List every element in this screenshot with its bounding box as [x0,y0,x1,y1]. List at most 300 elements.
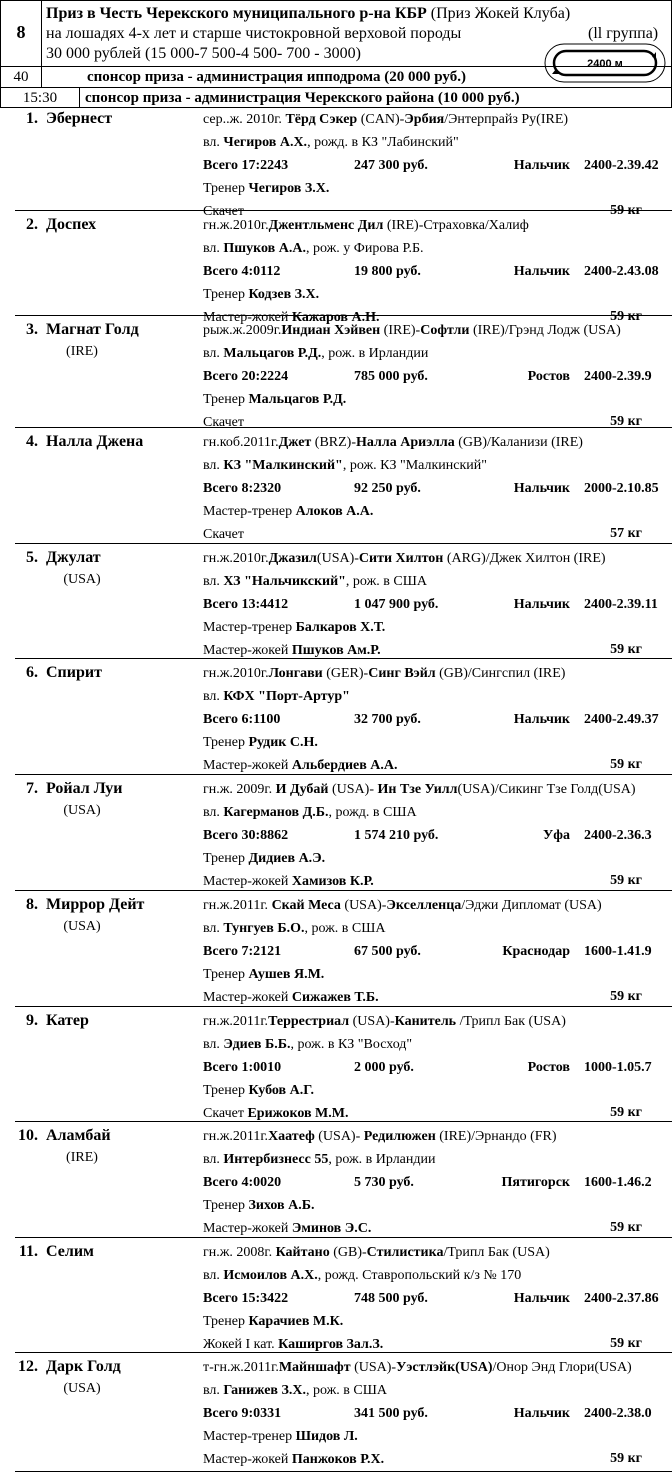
owner-line [203,457,487,474]
best-result: 2400-2.49.37 [584,712,659,727]
earnings: 748 500 руб. [354,1291,428,1306]
staff-role: Скачет [203,1106,248,1121]
staff-role: Мастер-жокей [203,990,292,1005]
owner-name: Интербизнесс 55 [223,1152,329,1167]
race-title-rest: (Приз Жокей Клуба) [426,5,571,22]
staff-role: Тренер [203,1198,249,1213]
horse-name: Дарк Голд [46,1358,121,1375]
race-distance-code-box [0,66,42,88]
staff-role: Тренер [203,735,249,750]
pedigree-parent: И Дубай [275,782,329,797]
pedigree-text: (GER)- [322,666,369,681]
pedigree-text: (USA)- [350,1360,397,1375]
owner-line [203,573,427,590]
best-city: Нальчик [513,1291,570,1306]
horse-origin: (IRE) [66,1150,98,1165]
pedigree-line [203,111,568,128]
owner-line [203,240,424,257]
entry-number: 9. [26,1012,38,1029]
pedigree-parent: Джазил [268,551,317,566]
pedigree-line [203,1244,550,1261]
trainer-line [203,1197,314,1214]
staff-role: Мастер-жокей [203,874,292,889]
sponsor-2: спонсор приза - администрация Черекского района (10 000 руб.) [85,90,520,106]
entry-row [0,1243,672,1353]
pedigree-line [203,550,606,567]
race-prizes: 30 000 рублей (15 000-7 500-4 500- 700 - 3000) [46,45,361,62]
owner-name: КФХ "Порт-Артур" [223,689,350,704]
entry-row [0,1012,672,1122]
carried-weight: 59 кг [610,989,642,1004]
pedigree-parent: Синг Вэйл [368,666,436,681]
pedigree-text: (USA)- [314,1129,364,1144]
best-result: 1000-1.05.7 [584,1060,652,1075]
pedigree-parent: Эрбия [404,112,445,127]
entry-row [0,1127,672,1238]
entry-divider [15,774,672,775]
staff-name: Эминов Э.С. [291,1221,372,1236]
entry-divider [15,1352,672,1353]
earnings: 92 250 руб. [354,481,421,496]
staff-name: Зихов А.Б. [248,1198,315,1213]
owner-name: КЗ "Малкинский" [223,458,343,473]
pedigree-text: (GB)/Каланизи (IRE) [454,435,583,450]
pedigree-parent: Хаатеф [268,1129,315,1144]
jockey-line [203,1451,384,1468]
entry-number: 4. [26,433,38,450]
entry-divider [15,315,672,316]
pedigree-parent: Экселленца [386,898,462,913]
staff-name: Панжоков Р.Х. [291,1452,385,1467]
race-number-box [0,0,42,67]
owner-prefix: вл. [203,346,224,361]
pedigree-text: /Трипл Бак (USA) [443,1245,550,1260]
pedigree-text: (GB)- [329,1245,367,1260]
pedigree-parent: Редилюжен [363,1129,436,1144]
entry-row [0,1358,672,1472]
staff-name: Альбердиев А.А. [291,758,398,773]
owner-line [203,1382,387,1399]
staff-name: Пшуков Ам.Р. [291,643,381,658]
pedigree-parent: Майншафт [278,1360,351,1375]
pedigree-text: /Энтерпрайз Ру(IRE) [444,112,569,127]
race-title-bold: Приз в Честь Черекского муниципального р-на КБР [46,5,427,22]
entry-divider [15,658,672,659]
trainer-line [203,734,318,751]
pedigree-parent: Налла Ариэлла [356,435,455,450]
pedigree-line [203,1128,557,1145]
pedigree-text: гн.ж.2011г. [203,898,272,913]
trainer-line [203,1428,358,1445]
staff-name: Чегиров З.Х. [248,181,330,196]
best-result: 2400-2.43.08 [584,264,659,279]
earnings: 1 574 210 руб. [354,828,439,843]
pedigree-text: (ARG)/Джек Хилтон (IRE) [443,551,606,566]
best-result: 2400-2.39.9 [584,369,652,384]
carried-weight: 59 кг [610,414,642,429]
race-group: (ll группа) [588,25,659,42]
carried-weight: 59 кг [610,1220,642,1235]
owner-birthplace: , рож. в Ирландии [328,1152,436,1167]
trainer-line [203,180,329,197]
owner-birthplace: , рож. у Фирова Р.Б. [305,241,424,256]
entry-number: 8. [26,896,38,913]
pedigree-parent: Скай Меса [271,898,341,913]
entry-number: 6. [26,664,38,681]
pedigree-parent: Лонгави [268,666,323,681]
staff-name: Каширгов Зал.З. [278,1337,384,1352]
entry-row [0,549,672,659]
staff-role: Мастер-жокей [203,1452,292,1467]
staff-role: Мастер-жокей [203,1221,292,1236]
owner-prefix: вл. [203,574,224,589]
entry-row [0,433,672,544]
pedigree-parent: Ин Тзе Уилл [377,782,458,797]
staff-role: Мастер-жокей [203,758,292,773]
starts-record: Всего 1:0010 [203,1060,282,1075]
starts-record: Всего 30:8862 [203,828,289,843]
earnings: 1 047 900 руб. [354,597,439,612]
sponsor-1: спонсор приза - администрация ипподрома (20 000 руб.) [87,69,466,85]
staff-name: Сижажев Т.Б. [291,990,379,1005]
race-number: 8 [16,22,26,42]
jockey-line [203,757,398,774]
owner-prefix: вл. [203,689,224,704]
horse-origin: (USA) [63,919,101,934]
owner-name: Пшуков А.А. [223,241,306,256]
trainer-line [203,850,325,867]
pedigree-text: (IRE)-Страховка/Халиф [383,218,529,233]
pedigree-text: гн.ж. 2009г. [203,782,276,797]
staff-role: Мастер-жокей [203,310,292,325]
owner-prefix: вл. [203,1383,224,1398]
earnings: 341 500 руб. [354,1406,428,1421]
pedigree-parent: Террестриал [268,1014,350,1029]
best-result: 2400-2.37.86 [584,1291,659,1306]
owner-birthplace: , рож. в США [305,1383,387,1398]
pedigree-line [203,1013,566,1030]
race-time-box [0,87,80,108]
staff-role: Скачет [203,204,244,219]
staff-role: Тренер [203,287,249,302]
entry-divider [15,1121,672,1122]
horse-name: Магнат Голд [46,321,139,338]
owner-name: Тунгуев Б.О. [223,921,305,936]
pedigree-text: (USA)- [340,898,387,913]
owner-prefix: вл. [203,921,224,936]
trainer-line [203,1082,314,1099]
staff-name: Кажаров А.Н. [291,310,380,325]
owner-prefix: вл. [203,1152,224,1167]
jockey-line [203,989,379,1006]
horse-origin: (USA) [63,1381,101,1396]
best-city: Нальчик [513,597,570,612]
horse-name: Доспех [46,216,97,233]
owner-line [203,688,350,705]
jockey-line [203,873,374,890]
pedigree-text: рыж.ж.2009г. [203,323,282,338]
owner-line [203,920,386,937]
entry-divider [15,1237,672,1238]
jockey-line [203,642,381,659]
pedigree-text: /Трипл Бак (USA) [456,1014,566,1029]
pedigree-text: гн.ж.2010г. [203,551,269,566]
staff-role: Тренер [203,181,249,196]
entry-divider [15,210,672,211]
owner-birthplace: , рож. в Ирландии [321,346,429,361]
staff-name: Рудик С.Н. [248,735,318,750]
owner-name: Ганижев З.Х. [223,1383,306,1398]
horse-name: Эбернест [46,110,113,127]
owner-birthplace: , рожд. в США [328,805,417,820]
horse-name: Джулат [46,549,101,566]
pedigree-text: гн.ж.2011г. [203,1129,269,1144]
pedigree-line [203,781,636,798]
starts-record: Всего 8:2320 [203,481,282,496]
staff-name: Кубов А.Г. [248,1083,315,1098]
pedigree-text: (USA)- [328,782,378,797]
owner-birthplace: , рожд. в КЗ "Лабинский" [307,135,459,150]
staff-role: Скачет [203,527,244,542]
entry-number: 10. [18,1127,38,1144]
pedigree-text: (IRE)- [380,323,421,338]
owner-prefix: вл. [203,241,224,256]
owner-name: Кагерманов Д.Б. [223,805,329,820]
horse-origin: (IRE) [66,344,98,359]
carried-weight: 57 кг [610,526,642,541]
entry-number: 1. [26,110,38,127]
horse-name: Катер [46,1012,89,1029]
earnings: 785 000 руб. [354,369,428,384]
best-city: Нальчик [513,481,570,496]
staff-role: Тренер [203,1083,249,1098]
staff-role: Мастер-тренер [203,1429,296,1444]
jockey-line [203,414,244,431]
pedigree-parent: Тёрд Сэкер [285,112,358,127]
pedigree-text: т-гн.ж.2011г. [203,1360,279,1375]
carried-weight: 59 кг [610,1451,642,1466]
pedigree-parent: Кайтано [275,1245,330,1260]
race-time: 15:30 [22,90,58,106]
pedigree-line [203,1359,632,1376]
horse-origin: (USA) [63,803,101,818]
pedigree-text: сер..ж. 2010г. [203,112,286,127]
race-conditions: на лошадях 4-х лет и старше чистокровной верховой породы [46,25,462,42]
staff-name: Ерижоков М.М. [247,1106,349,1121]
starts-record: Всего 20:2224 [203,369,289,384]
pedigree-line [203,217,529,234]
best-result: 2400-2.39.42 [584,158,659,173]
starts-record: Всего 4:0020 [203,1175,282,1190]
entry-divider [15,543,672,544]
pedigree-line [203,322,621,339]
owner-birthplace: , рож. в США [345,574,427,589]
pedigree-parent: Индиан Хэйвен [281,323,381,338]
entry-number: 7. [26,780,38,797]
staff-name: Шидов Л. [295,1429,358,1444]
best-result: 1600-1.46.2 [584,1175,652,1190]
staff-name: Кодзев З.Х. [248,287,320,302]
track-length-label: 2400 м [587,58,623,70]
carried-weight: 59 кг [610,873,642,888]
pedigree-line [203,434,583,451]
horse-name: Ройал Луи [46,780,123,797]
staff-role: Тренер [203,392,249,407]
owner-line [203,1151,436,1168]
pedigree-text: (USA)/Сикинг Тзе Голд(USA) [457,782,636,797]
starts-record: Всего 7:2121 [203,944,282,959]
trainer-line [203,503,373,520]
earnings: 2 000 руб. [354,1060,414,1075]
best-city: Пятигорск [501,1175,570,1190]
staff-name: Мальцагов Р.Д. [248,392,347,407]
entry-row [0,780,672,891]
staff-name: Карачиев М.К. [248,1314,344,1329]
owner-prefix: вл. [203,1037,224,1052]
entry-number: 5. [26,549,38,566]
pedigree-parent: Уэстлэйк(USA) [396,1360,493,1375]
staff-name: Хамизов К.Р. [291,874,374,889]
owner-prefix: вл. [203,458,224,473]
owner-birthplace: , рож. в КЗ "Восход" [290,1037,413,1052]
entry-number: 3. [26,321,38,338]
starts-record: Всего 9:0331 [203,1406,282,1421]
pedigree-parent: Софтли [420,323,470,338]
pedigree-text: гн.ж.2011г. [203,1014,269,1029]
jockey-line [203,1220,371,1237]
race-distance-code: 40 [13,69,29,85]
carried-weight: 59 кг [610,642,642,657]
trainer-line [203,619,385,636]
owner-name: Мальцагов Р.Д. [223,346,322,361]
pedigree-text: гн.ж.2010г. [203,218,269,233]
race-header [0,0,672,108]
staff-role: Тренер [203,1314,249,1329]
pedigree-parent: Джентльменс Дил [268,218,384,233]
owner-name: Чегиров А.Х. [223,135,308,150]
owner-prefix: вл. [203,1268,224,1283]
carried-weight: 59 кг [610,757,642,772]
owner-birthplace: , рож. в США [304,921,386,936]
entry-row [0,216,672,325]
owner-name: Исмоилов А.Х. [223,1268,318,1283]
staff-role: Мастер-тренер [203,504,296,519]
horse-name: Спирит [46,664,102,681]
entry-row [0,110,672,219]
pedigree-text: (IRE)/Грэнд Лодж (USA) [469,323,621,338]
jockey-line [203,526,244,543]
entry-row [0,321,672,428]
owner-line [203,134,459,151]
owner-line [203,1267,521,1284]
staff-role: Мастер-тренер [203,620,296,635]
pedigree-text: (USA)- [316,551,359,566]
horse-origin: (USA) [63,572,101,587]
starts-record: Всего 15:3422 [203,1291,289,1306]
staff-name: Алоков А.А. [295,504,374,519]
starts-record: Всего 4:0112 [203,264,281,279]
pedigree-parent: Сити Хилтон [358,551,444,566]
best-result: 2000-2.10.85 [584,481,659,496]
pedigree-parent: Стилистика [366,1245,444,1260]
horse-name: Налла Джена [46,433,144,450]
entry-divider [15,1471,672,1472]
starts-record: Всего 13:4412 [203,597,289,612]
pedigree-parent: Канитель [394,1014,457,1029]
pedigree-text: (IRE)/Эрнандо (FR) [435,1129,557,1144]
entry-divider [15,427,672,428]
pedigree-text: гн.ж.2010г. [203,666,269,681]
staff-name: Дидиев А.Э. [248,851,326,866]
pedigree-line [203,665,565,682]
trainer-line [203,286,319,303]
pedigree-text: /Онор Энд Глори(USA) [492,1360,632,1375]
horse-name: Миррор Дейт [46,896,145,913]
owner-birthplace: , рожд. Ставропольский к/з № 170 [317,1268,522,1283]
earnings: 247 300 руб. [354,158,428,173]
pedigree-text: гн.коб.2011г. [203,435,279,450]
staff-name: Балкаров Х.Т. [295,620,386,635]
best-city: Нальчик [513,712,570,727]
pedigree-line [203,897,602,914]
owner-prefix: вл. [203,135,224,150]
best-city: Нальчик [513,158,570,173]
entry-divider [15,890,672,891]
staff-role: Тренер [203,851,249,866]
entry-number: 11. [18,1243,38,1260]
earnings: 5 730 руб. [354,1175,414,1190]
best-result: 1600-1.41.9 [584,944,652,959]
best-city: Ростов [527,1060,570,1075]
best-city: Нальчик [513,1406,570,1421]
starts-record: Всего 17:2243 [203,158,289,173]
staff-role: Жокей I кат. [203,1337,279,1352]
trainer-line [203,1313,343,1330]
jockey-line [203,1105,348,1122]
track-diagram [544,40,666,86]
carried-weight: 59 кг [610,203,642,218]
pedigree-text: (GB)/Сингспил (IRE) [435,666,566,681]
best-city: Ростов [527,369,570,384]
carried-weight: 59 кг [610,1336,642,1351]
staff-role: Тренер [203,967,249,982]
entry-number: 12. [18,1358,38,1375]
best-result: 2400-2.36.3 [584,828,652,843]
pedigree-text: гн.ж. 2008г. [203,1245,276,1260]
staff-name: Аушев Я.М. [248,967,325,982]
owner-line [203,804,417,821]
best-result: 2400-2.39.11 [584,597,658,612]
best-city: Нальчик [513,264,570,279]
trainer-line [203,391,346,408]
pedigree-text: (BRZ)- [311,435,357,450]
pedigree-text: (USA)- [349,1014,395,1029]
earnings: 32 700 руб. [354,712,421,727]
trainer-line [203,966,324,983]
jockey-line [203,1336,383,1353]
earnings: 67 500 руб. [354,944,421,959]
best-city: Краснодар [502,944,570,959]
owner-birthplace: , рож. КЗ "Малкинский" [342,458,487,473]
pedigree-text: (CAN)- [357,112,405,127]
staff-role: Мастер-жокей [203,643,292,658]
staff-role: Скачет [203,415,244,430]
pedigree-text: /Эджи Дипломат (USA) [461,898,602,913]
entry-divider [15,1006,672,1007]
starts-record: Всего 6:1100 [203,712,281,727]
horse-name: Аламбай [46,1127,111,1144]
best-city: Уфа [543,828,570,843]
